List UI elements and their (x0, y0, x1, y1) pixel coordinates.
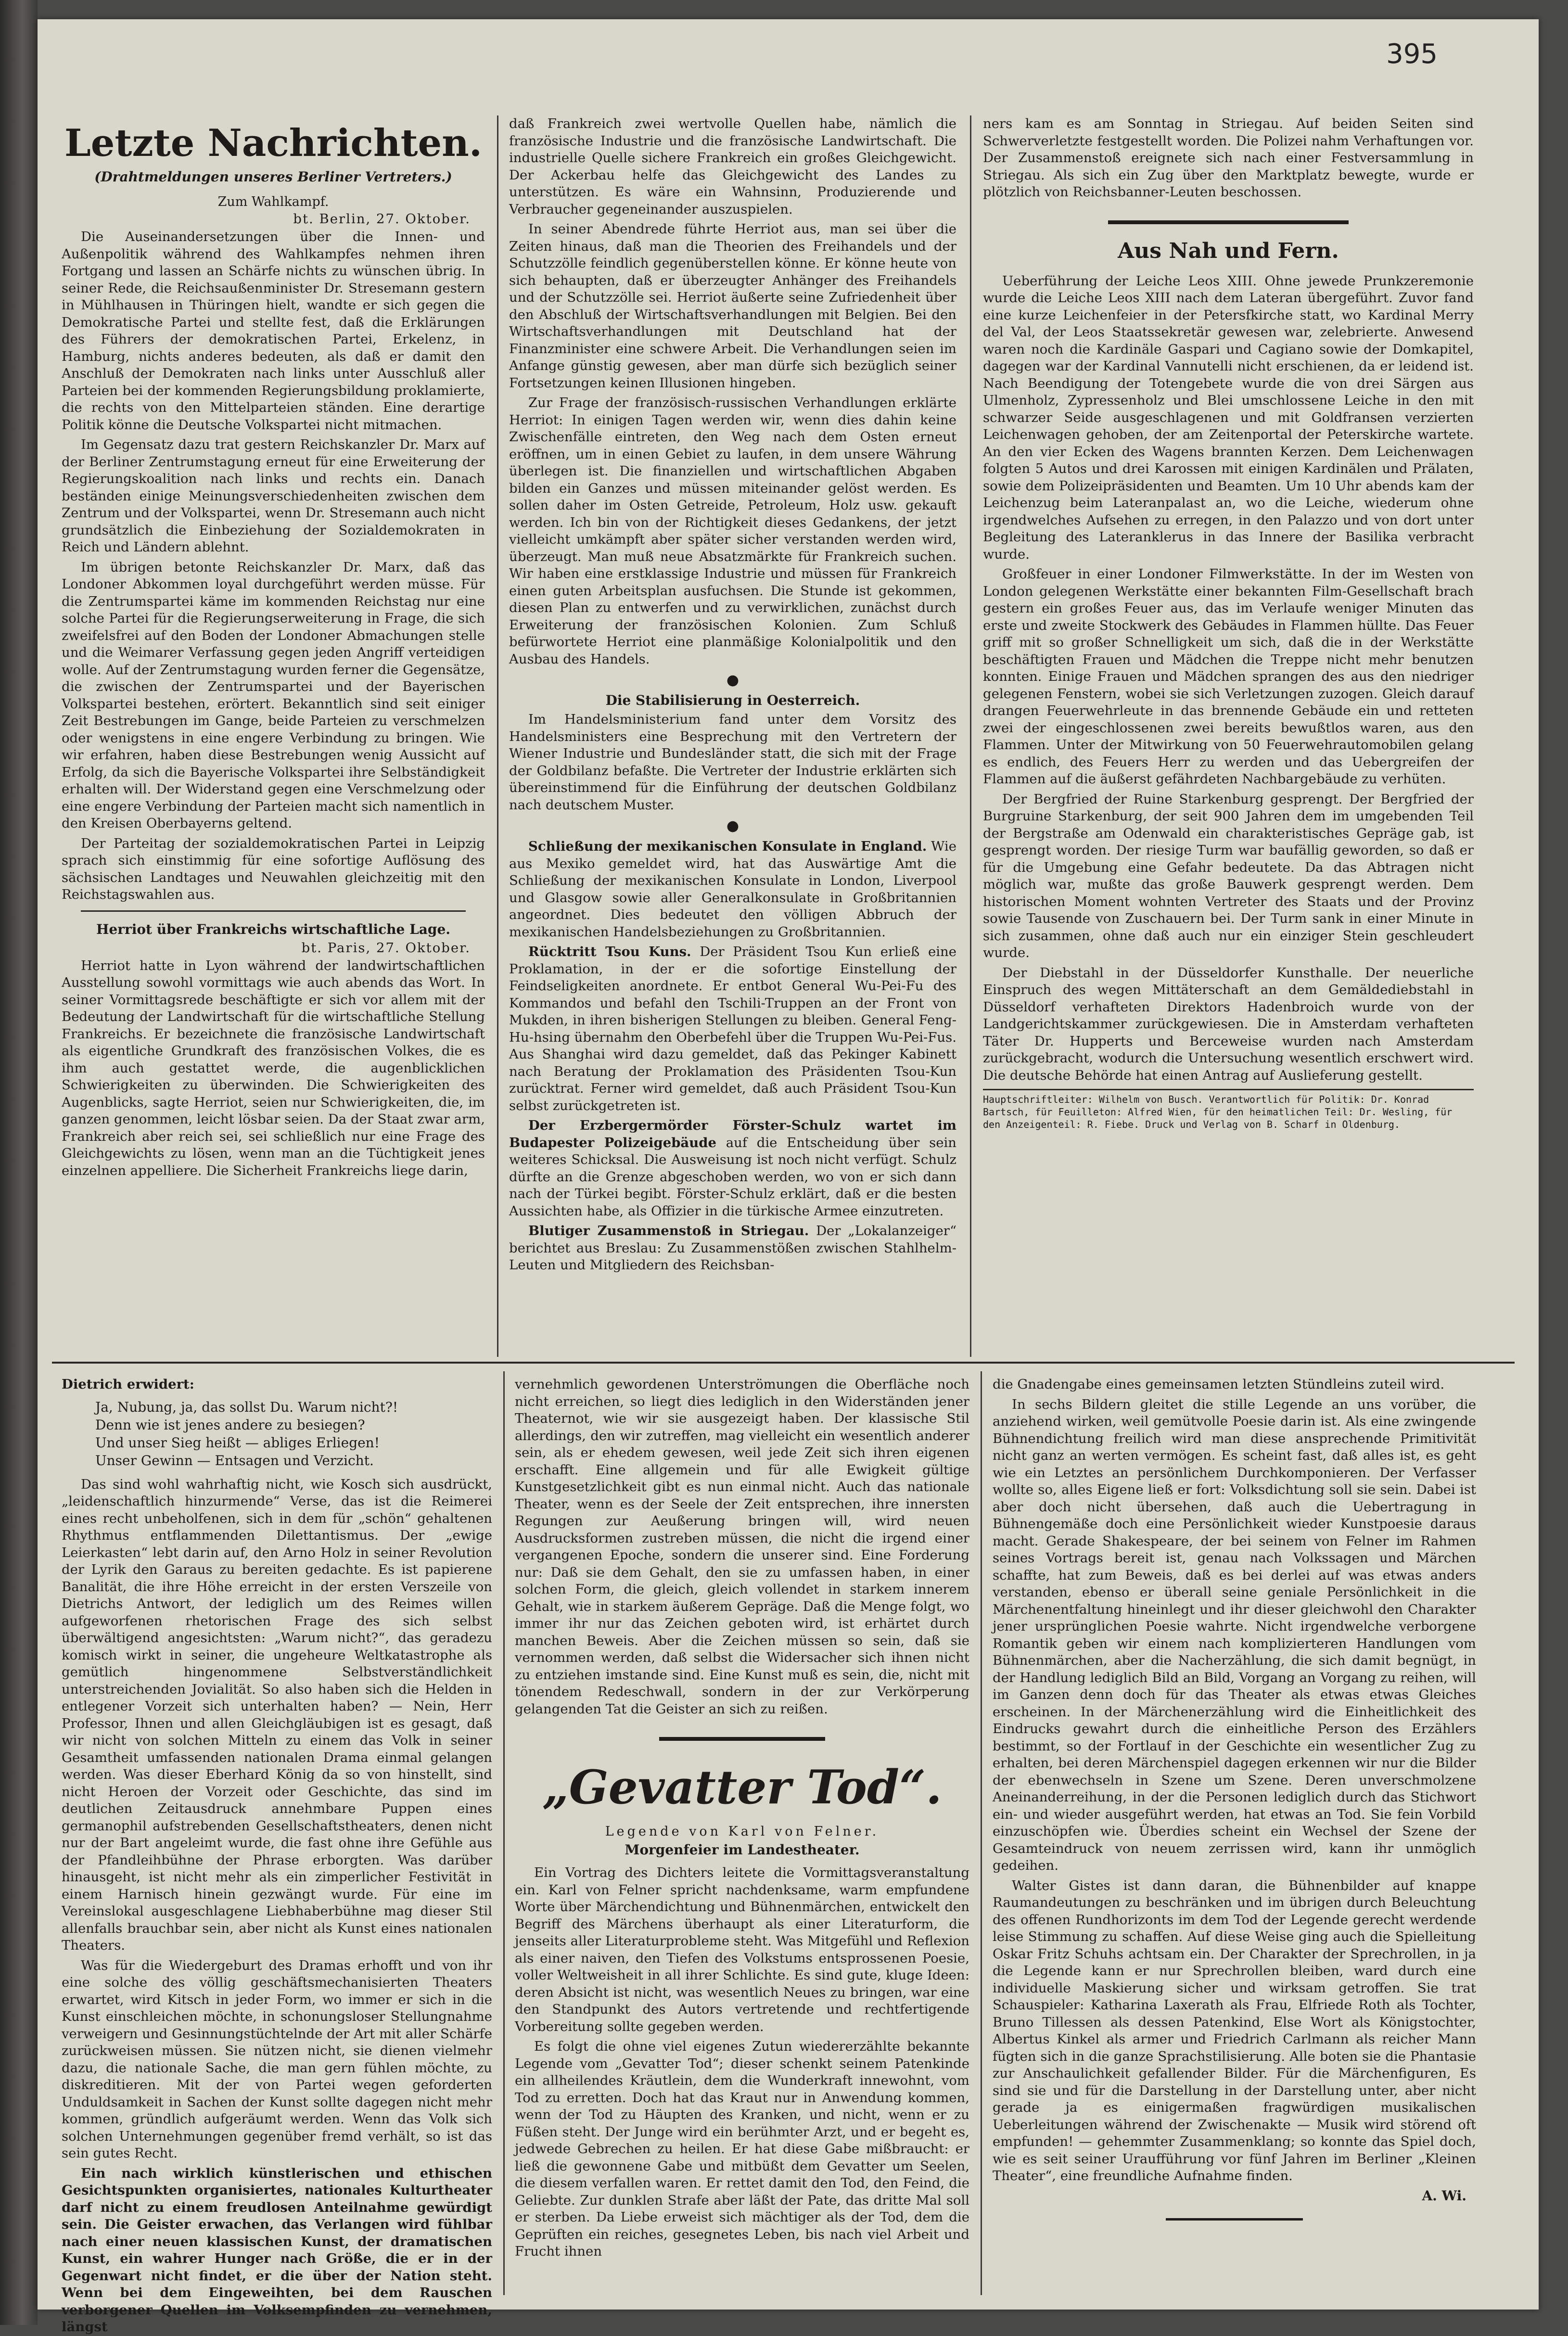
review-paragraph: die Gnadengabe eines gemeinsamen letzten Stündleins zuteil wird. (993, 1377, 1445, 1392)
article-paragraph: ners kam es am Sonntag in Striegau. Auf beiden Seiten sind Schwerverletzte festgestellt worden. Die Polizei nahm Verhaftungen vor. Der Zusammenstoß ereignete sich nach einer Festversammlung in Striegau. Als sich ein Zug über den Marktplatz bewegte, wurde er plötzlich von Reichsbanner-Leuten beschossen. (983, 116, 1474, 200)
article-paragraph: Der Parteitag der sozialdemokratischen Partei in Leipzig sprach sich einstimmig für eine sofortige Auflösung des sächsischen Landtages und Neuwahlen gleichzeitig mit den Reichstagswahlen aus. (62, 835, 485, 902)
separator-dot: ● (726, 672, 739, 689)
review-paragraph: Es folgt die ohne viel eigenes Zutun wiedererzählte bekannte Legende vom „Gevatter Tod“; dieser schenkt seinem Patenkinde ein allheilendes Kräutlein, dem die Wunderkraft innewohnt, vom Tod zu erretten. Doch hat das Kraut nur in Anwendung kommen, wenn der Tod zu Häupten des Kranken, und nicht, wenn er zu Füßen steht. Der Junge wird ein berühmter Arzt, und er begeht es, jedwede Gebrechen zu heilen. Er hat diese Gabe mißbraucht: er ließ die gewonnene Gabe und mitbüßt dem Gevatter um Seelen, die diesem verfallen waren. Er rettet damit den Tod, den Feind, die Geliebte. Zur dunklen Strafe aber läßt der Pate, das dritte Mal soll er sterben. Da Liebe erweist sich mächtiger als der Tod, dem die Geprüften ein reiches, gesegnetes Leben, bis nach viel Arbeit und Frucht ihnen (515, 2039, 969, 2259)
column-5 (515, 1376, 969, 2290)
article-paragraph: Großfeuer in einer Londoner Filmwerkstätte. In der im Westen von London gelegenen Werkstätte einer bekannten Film-Gesellschaft brach gestern ein großes Feuer aus, das im Verlaufe weniger Minuten das erste und zweite Stockwerk des Gebäudes in Flammen hüllte. Das Feuer griff mit so großer Schnelligkeit um sich, daß die in der Werkstätte beschäftigten Frauen und Mädchen die Treppe nicht mehr benutzen konnten. Einige Frauen und Mädchen sprangen des aus den niedriger gelegenen Fenstern, wobei sie sich Verletzungen zuzogen. Gleich darauf drangen Feuerwehrleute in das brennende Gebäude ein und retteten zwei der eingeschlossenen zwei bereits bewußtlos waren, aus den Flammen. Unter der Mitwirkung von 50 Feuerwehrautomobilen gelang es endlich, des Feuers Herr zu werden und das Uebergreifen der Flammen auf die äußerst gefährdeten Nachbargebäude zu verhüten. (983, 566, 1474, 787)
article-title-foerster-schulz: Der Erzbergermörder Förster-Schulz wartet im Budapester Polizeigebäude (509, 1118, 956, 1150)
section-heading-near-and-far: Aus Nah und Fern. (1118, 238, 1339, 263)
verse-line: Denn wie ist jenes andere zu besiegen? (95, 1417, 365, 1433)
heading-rule (1108, 220, 1349, 224)
review-paragraph: Walter Gistes ist dann daran, die Bühnenbilder auf knappe Raumandeutungen zu beschränken und im übrigen durch Beleuchtung des offenen Rundhorizonts im dem Tod der Legende gerecht werdende leise Stimmung zu schaffen. Auf diese Weise ging auch die Spielleitung Oskar Fritz Schuhs achtsam ein. Der Charakter der Sprechrollen, in ja die Legende kann er nur Sprechrollen bleiben, ward durch eine individuelle Maskierung sicher und wirksam getroffen. Sie trat Schauspieler: Katharina Laxerath als Frau, Elfriede Roth als Tochter, Bruno Tillessen als dessen Patenkind, Else Wort als Königstochter, Albertus Kinkel als armer und Friedrich Carlmann als reicher Mann fügten sich in die ganze Sprachstilisierung. Alle boten sie die Phantasie zur Anschaulichkeit gefallender Bilder. Für die Märchenfiguren, Es sind sie und für die Darstellung in der Darstellung unter, aber nicht gerade ja es einigermaßen fragwürdigen musikalischen Ueberleitungen während der Zwischenakte — Musik wird störend oft empfunden! — gehemmter Zusammenklang; so konnte das Spiel doch, wie es seit seiner Uraufführung vor fünf Jahren im Berliner „Kleinen Theater“, eine freundliche Aufnahme finden. (993, 1877, 1476, 2183)
review-paragraph: Ein Vortrag des Dichters leitete die Vormittagsveranstaltung ein. Karl von Felner spricht nachdenksame, warm empfundene Worte über Märchendichtung und Bühnenmärchen, entwickelt den Begriff des Märchens überhaupt als einer Literaturform, die jenseits aller Literaturprobleme steht. Was Mitgefühl und Reflexion als einer naiven, den Tiefen des Volkstums entsprossenen Poesie, voller Weltweisheit in all ihrer Schlichte. Es sind gute, kluge Ideen: deren Absicht ist nicht, was wesentlich Neues zu bringen, war eine den Standpunkt des Autors vertretende und rechtfertigende Vorbereitung sollte gegeben werden. (515, 1865, 969, 2034)
review-subtitle-2: Morgenfeier im Landestheater. (625, 1842, 860, 1858)
article-title-striegau: Blutiger Zusammenstoß in Striegau. (528, 1223, 809, 1238)
feuilleton-paragraph: Das sind wohl wahrhaftig nicht, wie Kosch sich ausdrückt, „leidenschaftlich hinzurmende“ Verse, das ist die Reimerei eines recht unbeholfenen, sich in dem für „schön“ gehaltenen Rhythmus entflammenden Dilettantismus. Der „ewige Leierkasten“ lebt darin auf, den Arno Holz in seiner Revolution der Lyrik den Garaus zu bereiten gedachte. Es ist papierene Banalität, die ihre Höhe erreicht in der ersten Verszeile von Dietrichs Antwort, der lediglich um des Reimes willen aufgeworfenen rhetorischen Frage des sich selbst überwältigend angesichtsten: „Warum nicht?“, das geradezu komisch wirkt in seiner, die ungeheure Weltkatastrophe als gemütlich hingenommene Selbstverständlichkeit unterstreichenden Jovialität. So also haben sich die Helden in entlegener Vorzeit sich unterhalten haben? — Nein, Herr Professor, Ihnen und allen Gleichgläubigen ist es gesagt, daß wir nicht von solchen Mitteln zu einem das Volk in seiner Gesamtheit umfassenden nationalen Drama einmal gelangen werden. Was dieser Eberhard König da so von hinstellt, sind nicht Heroen der Vorzeit oder Geschichte, das sind im deutlichen Zeitausdruck annehmbare Puppen eines germanophil aufstrebenden Gesellschaftstheaters, denen nicht nur der Bart angeleimt wurde, die fast ohne ihre Gefühle aus der Pfandleihbühne der Phrase erborgten. Was darüber hinausgeht, ist nicht mehr als ein zimperlicher Festivität in einem Harnisch hinein gezwängt wurde. Für eine im Vereinslokal ausgeschlagene Liebhaberbühne mag dieser Stil allenfalls brauchbar sein, aber nicht als Kunst eines nationalen Theaters. (62, 1476, 492, 1953)
article-title-austria: Die Stabilisierung in Oesterreich. (605, 692, 860, 708)
scan-binding-edge (0, 0, 38, 2325)
article-paragraph: Im Gegensatz dazu trat gestern Reichskanzler Dr. Marx auf der Berliner Zentrumstagung erneut für eine Erweiterung der Regierungskoalition nach links und rechts ein. Danach beständen einige Meinungsverschiedenheiten zwischen dem Zentrum und der Volkspartei, wenn Dr. Stresemann auch nicht grundsätzlich die Einbeziehung der Sozialdemokraten in Reich und Ländern ablehnt. (62, 437, 485, 555)
article-paragraph: daß Frankreich zwei wertvolle Quellen habe, nämlich die französische Industrie und die französische Landwirtschaft. Die industrielle Quelle sichere Frankreich ein großes Gleichgewicht. Der Ackerbau helfe das Gleichgewicht des Landes zu unterstützen. Es wäre ein Wahnsinn, Produzierende und Verbraucher gegeneinander auszuspielen. (509, 116, 956, 217)
verse-line: Und unser Sieg heißt — abliges Erliegen! (95, 1434, 380, 1451)
article-paragraph: Der Bergfried der Ruine Starkenburg gesprengt. Der Bergfried der Burgruine Starkenburg, der seit 900 Jahren dem im umgebenden Teil der Bergstraße am Odenwald ein charakteristisches Gepräge gab, ist gesprengt worden. Der riesige Turm war baufällig geworden, so daß er für die Umgebung eine Gefahr bedeutete. Da das Abtragen nicht möglich war, mußte das große Bauwerk gesprengt werden. Dem historischen Moment wohnten Vertreter des Staats und der Provinz sowie Tausende von Zuschauern bei. Der Turm sank in einer Minute in sich zusammen, ohne daß auch nur ein einziger Stein geschleudert wurde. (983, 791, 1474, 960)
article-paragraph: Der Präsident Tsou Kun erließ eine Proklamation, in der er die sofortige Einstellung der Feindseligkeiten anordnete. Er entbot General Wu-Pei-Fu des Kommandos und befahl den Tschili-Truppen an der Front von Mukden, in ihren bisherigen Stellungen zu bleiben. General Feng-Hu-hsing übernahm den Oberbefehl über die Truppen Wu-Pei-Fus. Aus Shanghai wird dazu gemeldet, daß das Pekinger Kabinett nach Beratung der Proklamation des Präsidenten Tsou-Kun zurücktrat. Ferner wird gemeldet, daß auch Präsident Tsou-Kun selbst zurückgetreten ist. (509, 944, 956, 1113)
divider (81, 910, 466, 912)
feuilleton-paragraph: Ein nach wirklich künstlerischen und ethischen Gesichtspunkten organisiertes, nationales Kulturtheater darf nicht zu einem freudlosen Anteilnahme gewürdigt sein. Die Geister erwachen, das Verlangen wird fühlbar nach einer neuen klassischen Kunst, der dramatischen Kunst, ein wahrer Hunger nach Größe, die er in der Gegenwart nicht findet, er die über der Nation steht. Wenn bei dem Eingeweihten, bei dem Rauschen verborgener Quellen im Volksempfinden zu vernehmen, längst (62, 2165, 492, 2335)
feuilleton-paragraph: vernehmlich gewordenen Unterströmungen die Oberfläche noch nicht erreichen, so liegt dies lediglich in den Widerständen jener Theaternot, wie wir sie ausgezeigt haben. Der klassische Stil allerdings, den wir zutreffen, mag vielleicht ein wesentlich anderer sein, als er ehedem gewesen, weil jede Zeit sich ihren eigenen erschafft. Eine allgemein und für alle Ewigkeit gültige Kunstgesetzlichkeit gibt es nun einmal nicht. Auch das nationale Theater, wenn es der Seele der Zeit entsprechen, ihre innersten Regungen zur Aeußerung bringen will, wird neuen Ausdrucksformen zustreben müssen, die nicht die irgend einer vergangenen Epoche, sondern die unserer sind. Eine Forderung nur: Daß sie dem Gehalt, den sie zu umfassen haben, in einer solchen Form, die gleich, gleich vollendet in starkem innerem Gehalt, wie in starkem äußerem Gepräge. Daß die Menge folgt, wo immer ihr nur das Zeichen geboten wird, ist erhärtet durch manchen Beweis. Aber die Zeichen müssen so sein, daß sie vernommen werden, daß selbst die Widersacher sich ihnen nicht zu entziehen imstande sind. Eine Kunst muß es sein, die, nicht mit tönendem Redeschwall, sondern in der zur Verkörperung gelangenden Tat die Geister an sich zu reißen. (515, 1377, 969, 1717)
article-paragraph: Im übrigen betonte Reichskanzler Dr. Marx, daß das Londoner Abkommen loyal durchgeführt werden müsse. Für die Zentrumspartei käme im kommenden Reichstag nur eine solche Partei für die Regierungserweiterung in Frage, die sich zweifelsfrei auf den Boden der Londoner Abmachungen stelle und die Weimarer Verfassung gegen jeden Angriff verteidigen wolle. Auf der Zentrumstagung wurden ferner die Gegensätze, die zwischen der Zentrumspartei und der Bayerischen Volkspartei bestehen, erörtert. Bekanntlich sind seit einiger Zeit Bestrebungen im Gange, beide Parteien zu verschmelzen oder wenigstens in eine engere Verbindung zu bringen. Wie wir erfahren, haben diese Bestrebungen wenig Aussicht auf Erfolg, da sich die Bayerische Volkspartei ihre Selbständigkeit erhalten will. Der Widerstand gegen eine Verschmelzung oder eine engere Verbindung der Parteien macht sich namentlich in den Kreisen Oberbayerns geltend. (62, 559, 485, 831)
imprint-footer: Hauptschriftleiter: Wilhelm von Busch. Verantwortlich für Politik: Dr. Konrad Bartsch, für Feuilleton: Alfred Wien, für den heimatlichen Teil: Dr. Wesling, für den Anzeigenteil: R. Fiebe. Druck und Verlag von B. Scharf in Oldenburg. (983, 1089, 1474, 1131)
newspaper-page (38, 19, 1539, 2335)
article-paragraph: Herriot hatte in Lyon während der landwirtschaftlichen Ausstellung sowohl vormittags wie auch abends das Wort. In seiner Vormittagsrede beschäftigte er sich vor allem mit der Bedeutung der Landwirtschaft für die wirtschaftliche Stellung Frankreichs. Er bezeichnete die französische Landwirtschaft als eigentliche Grundkraft des französischen Volkes, die es ihm auch gestattet werde, die augenblicklichen Schwierigkeiten zu überwinden. Die Schwierigkeiten des Augenblicks, sagte Herriot, seien nur Schwierigkeiten, die, im ganzen genommen, leicht lösbar seien. Da der Staat zwar arm, Frankreich aber reich sei, sei schließlich nur eine Frage des Gleichgewichts zu lösen, wenn man an die Tüchtigkeit jenes einzelnen appelliere. Die Sicherheit Frankreichs liege darin, (62, 957, 485, 1178)
column-rule (970, 115, 971, 1357)
column-1 (62, 115, 485, 1357)
column-rule (981, 1371, 982, 2295)
section-heading-latest-news: Letzte Nachrichten. (64, 121, 483, 165)
article-dateline: bt. Paris, 27. Oktober. (301, 940, 471, 956)
column-rule (497, 115, 498, 1357)
author-signature: A. Wi. (1422, 2187, 1466, 2204)
article-paragraph: Ueberführung der Leiche Leos XIII. Ohne jewede Prunkzeremonie wurde die Leiche Leos XIII nach dem Lateran übergeführt. Zuvor fand eine kurze Leichenfeier in der Petersfkirche statt, wo Kardinal Merry del Val, der Leos Staatssekretär gewesen war, zelebrierte. Anwesend waren noch die Kardinäle Gaspari und Cagiano sowie der Domkapitel, dagegen war der Kardinal Vannutelli nicht erschienen, da er leidend ist. Nach Beendigung der Totengebete wurde die von drei Särgen aus Ulmenholz, Zypressenholz und Blei umschlossene Leiche in den mit schwarzer Seide ausgeschlagenen und mit Goldfransen verzierten Leichenwagen gehoben, der am Zeitenportal der Peterskirche wartete. An den vier Ecken des Wagens brannten Kerzen. Dem Leichenwagen folgten 5 Autos und drei Karossen mit einigen Kardinälen und Prälaten, sowie dem Polizeipräsidenten und Beamten. Um 10 Uhr abends kam der Leichenzug beim Lateranpalast an, wo die Leiche, wiederum ohne irgendwelches Aufsehen zu erregen, in den Palazzo und von dort unter Begleitung des Lateranklerus in das Innere der Basilika verbracht wurde. (983, 273, 1474, 562)
article-paragraph: auf die Entscheidung über sein weiteres Schicksal. Die Ausweisung ist noch nicht verfügt. Schulz dürfte an die Grenze abgeschoben werden, wo von er sich dann nach der Türkei begibt. Förster-Schulz erklärt, daß er die besten Aussichten habe, als Offizier in die türkische Armee einzutreten. (509, 1135, 956, 1219)
article-paragraph: Im Handelsministerium fand unter dem Vorsitz des Handelsministers eine Besprechung mit den Vertretern der Wiener Industrie und Bundesländer statt, die sich mit der Frage der Goldbilanz befaßte. Die Vertreter der Industrie erklärten sich übereinstimmend für die Einführung der deutschen Goldbilanz nach deutschem Muster. (509, 712, 956, 813)
heading-rule (659, 1737, 825, 1741)
article-paragraph: Die Auseinandersetzungen über die Innen- und Außenpolitik während des Wahlkampfes nehmen ihren Fortgang und lassen an Schärfe nichts zu wünschen übrig. In seiner Rede, die Reichsaußenminister Dr. Stresemann gestern in Mühlhausen in Thüringen hielt, wandte er sich gegen die Demokratische Partei und stellte fest, daß die Erklärungen des Führers der demokratischen Partei, Erkelenz, in Hamburg, nichts anderes bedeuten, als daß er damit den Anschluß der Demokraten nach links unter Ausschluß aller Parteien bei der kommenden Regierungsbildung proklamierte, die rechts von den Mittelparteien ständen. Eine derartige Politik könne die Deutsche Volkspartei nicht mitmachen. (62, 229, 485, 433)
page-number: 395 (1386, 38, 1438, 70)
review-subtitle: Legende von Karl von Felner. (605, 1824, 880, 1839)
verse-line: Ja, Nubung, ja, das sollst Du. Warum nicht?! (95, 1399, 398, 1415)
feuilleton-intro: Dietrich erwidert: (62, 1377, 194, 1392)
section-divider (52, 1362, 1515, 1364)
article-paragraph: Wie aus Mexiko gemeldet wird, hat das Auswärtige Amt die Schließung der mexikanischen Konsulate in London, Liverpool und Glasgow sowie aller Generalkonsulate in Großbritannien angeordnet. Dies bedeutet den völligen Abbruch der mexikanischen Handelsbeziehungen zu Großbritannien. (509, 839, 956, 940)
feuilleton-paragraph: Was für die Wiedergeburt des Dramas erhofft und von ihr eine solche des völlig geschäftsmechanisierten Theaters erwartet, wird Kitsch in jeder Form, wo immer er sich in die Kunst einschleichen möchte, in schonungsloser Stellungnahme verweigern und Gesinnungstüchtelnde der Art mit aller Schärfe zurückweisen müssen. Sie nützen nicht, sie dienen vielmehr dazu, die nationale Sache, die man gern fühlen möchte, zu diskreditieren. Mit der von Partei wegen geforderten Unduldsamkeit in Sachen der Kunst sollte dagegen nicht mehr kommen, gründlich aufgeräumt werden. Wenn das Volk sich solchen Unternehmungen gegenüber fremd verhält, so ist das sein gutes Recht. (62, 1957, 492, 2161)
article-title-tsou-kun: Rücktritt Tsou Kuns. (528, 944, 691, 959)
quoted-verse (95, 1398, 492, 1469)
column-6 (993, 1376, 1476, 2290)
column-rule (503, 1371, 505, 2295)
article-paragraph: Zur Frage der französisch-russischen Verhandlungen erklärte Herriot: In einigen Tagen werden wir, wenn dies dahin keine Zwischenfälle eintreten, den Weg nach dem Osten erneut eröffnen, um in einen Gebiet zu laufen, in dem unsere Währung überlegen ist. Die finanziellen und wirtschaftlichen Abgaben bilden ein Ganzes und müssen miteinander gelöst werden. Es sollen daher im Osten Getreide, Petroleum, Holz usw. gekauft werden. Ich bin von der Richtigkeit dieses Gedankens, der jetzt vielleicht umkämpft aber später sicher verstanden werden wird, überzeugt. Man muß neue Absatzmärkte für Frankreich suchen. Wir haben eine erstklassige Industrie und müssen für Frankreich einen guten Arbeitsplan ausfuchsen. Die Stunde ist gekommen, diesen Plan zu entwerfen und zu verwirklichen, zunächst durch Erweiterung der französischen Kolonien. Zum Schluß befürwortete Herriot eine planmäßige Kolonialpolitik und den Ausbau des Handels. (509, 395, 956, 667)
article-title-election: Zum Wahlkampf. (217, 194, 329, 209)
article-dateline: bt. Berlin, 27. Oktober. (293, 211, 471, 227)
verse-line: Unser Gewinn — Entsagen und Verzicht. (95, 1452, 374, 1468)
section-subheading: (Drahtmeldungen unseres Berliner Vertreters.) (94, 169, 452, 185)
article-paragraph: In seiner Abendrede führte Herriot aus, man sei über die Zeiten hinaus, daß man die Theorien des Freihandels und der Schutzzölle feindlich gegenüberstellen könne. Er könne heute von sich behaupten, daß er überzeugter Anhänger des Freihandels und der Schutzzölle sei. Herriot äußerte seine Zufriedenheit über den Abschluß der Wirtschaftsverhandlungen mit Belgien. Bei den Wirtschaftsverhandlungen mit Deutschland hat der Finanzminister eine schwere Arbeit. Die Verhandlungen seien im Anfange günstig gewesen, aber man dürfe sich bezüglich seiner Fortsetzungen keinen Illusionen hingeben. (509, 221, 956, 391)
article-title-mexico: Schließung der mexikanischen Konsulate in England. (528, 839, 927, 854)
article-title-herriot: Herriot über Frankreichs wirtschaftliche Lage. (96, 921, 451, 937)
separator-dot: ● (726, 817, 739, 834)
column-4 (62, 1376, 492, 2335)
end-rule (1166, 2218, 1303, 2221)
column-2 (509, 115, 956, 1357)
article-paragraph: Der „Lokalanzeiger“ berichtet aus Breslau: Zu Zusammenstößen zwischen Stahlhelm-Leuten und Mitgliedern des Reichsban- (509, 1223, 956, 1273)
article-paragraph: Der Diebstahl in der Düsseldorfer Kunsthalle. Der neuerliche Einspruch des wegen Mittäterschaft an dem Gemäldediebstahl in Düsseldorf verhafteten Direktors Hadenbroich wurde von der Landgerichtskammer zurückgewiesen. Die in Amsterdam verhafteten Täter Dr. Hupperts und Berceweise wurden nach Amsterdam zurückgebracht, wodurch die Untersuchung wesentlich erschwert wird. Die deutsche Behörde hat einen Antrag auf Auslieferung gestellt. (983, 965, 1474, 1083)
review-title: „Gevatter Tod“. (542, 1760, 942, 1814)
column-3 (983, 115, 1474, 1357)
review-paragraph: In sechs Bildern gleitet die stille Legende an uns vorüber, die anziehend wirken, weil gemütvolle Poesie darin ist. Als eine zwingende Bühnendichtung freilich wird man diese ansprechende Primitivität nicht ganz an werten vermögen. Es scheint fast, daß alles ist, es geht wie ein Letztes an persönlichem Durchkomponieren. Der Verfasser wollte so, alles Eigene ließ er fort: Volksdichtung soll sie sein. Dabei ist aber doch nicht übersehen, daß auch die Uebertragung in Bühnengemäße doch eine Persönlichkeit wieder Kunstpoesie daraus macht. Gerade Shakespeare, der bei seinem von Felner im Rahmen seines Vortrags bereit ist, genau nach Volkssagen und Märchen schaffte, hat zum Beweis, daß es bei derlei auf was etwas anders verstanden, ebenso er überall seine geniale Persönlichkeit in die Märchenentfaltung hineinlegt und ihr dieser gleichwohl den Charakter jener ursprünglichen Poesie wahrte. Nicht irgendwelche verborgene Romantik geben wir einem nach komplizierteren Handlungen vom Bühnenmärchen, aber die Nacherzählung, die sich damit begnügt, in der Handlung lediglich Bild an Bild, Vorgang an Vorgang zu reihen, will im Ganzen denn doch für das Theater als etwas etwas Gleiches erscheinen. In der Märchenerzählung wird die Einheitlichkeit des Eindrucks gewahrt durch die einheitliche Person des Erzählers bestimmt, so der Fortlauf in der Geschichte ein wesentlicher Zug zu erhalten, bei deren Märchenspiel dagegen erkennen wir nur die Bilder der ebenwechseln in Szene um Szene. Deren unverschmolzene Aneinanderreihung, in der die Personen lediglich durch das Stichwort ein- und wieder ausgeführt werden, hat etwas an Tod. Sie fein Vorbild einzuschöpfen wie. Überdies scheint ein Wechsel der Szene der Gesamteindruck von neuem zerrissen wird, kann ihr unmöglich gedeihen. (993, 1396, 1476, 1873)
